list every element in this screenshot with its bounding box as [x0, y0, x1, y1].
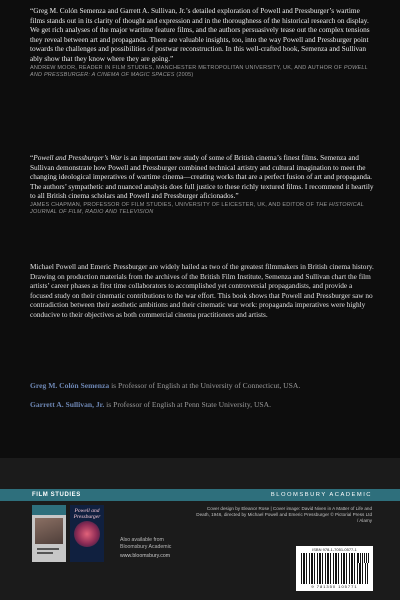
related-book-cover-thumbnail	[70, 505, 104, 562]
author-bio-text: is Professor of English at the University of Connecticut, USA.	[109, 381, 301, 390]
also-available-note: Also available from Bloomsbury Academic www.bloomsbury.com	[120, 537, 190, 560]
author-bio-semenza	[30, 381, 374, 391]
publisher-logo-text: BLOOMSBURY ACADEMIC	[270, 492, 372, 498]
barcode-digits: 9 781350 105771	[311, 584, 358, 589]
cover-credits: Cover design by Eleanor Rose | Cover image: David Niven in A Matter of Life and Death, 1946, directed by Michael Powell and Emeric Pressburger © Pictorial Press Ltd / Alamy	[196, 506, 372, 523]
isbn-text: ISBN 978-1-7051-0577-1	[312, 547, 357, 552]
publisher-url: www.bloomsbury.com	[120, 553, 171, 559]
review-text: “Greg M. Colón Semenza and Garrett A. Sullivan, Jr.’s detailed exploration of Powell and Pressburger’s wartime films stands out in its clarity of thought and expression and in the thoroughness of the historical research on display. We get rich analyses of the major wartime feature films, and the authors persuasively tease out the complex tensions they reveal between art and propaganda. There are valuable insights, too, into the way Powell and Pressburger point towards the challenges and possibilities of postwar reconstruction. In this well-crafted book, Semenza and Sullivan ably show that they know where they are going.”	[30, 6, 370, 63]
author-bio-sullivan	[30, 400, 374, 410]
category-label: FILM STUDIES	[32, 492, 81, 498]
isbn-barcode	[296, 546, 373, 591]
author-name: Greg M. Colón Semenza	[30, 381, 110, 390]
author-name: Garrett A. Sullivan, Jr.	[30, 400, 105, 409]
review-attribution: ANDREW MOOR, READER IN FILM STUDIES, MANCHESTER METROPOLITAN UNIVERSITY, UK, AND AUTHOR OF POWELL AND PRESSBURGER: A CINEMA OF MAGIC SPACES (2005)	[30, 64, 368, 78]
book-title-italic: Powell and Pressburger’s War	[33, 153, 122, 162]
review-text: “Powell and Pressburger’s War is an important new study of some of British cinema’s finest films. Semenza and Sullivan demonstrate how Powell and Pressburger combined technical artistry and cultural imagination to meet the changing ideological imperatives of wartime cinema—creating works that are a perfect fusion of art and propaganda. The authors’ sympathetic and nuanced analysis does full justice to these richly textured films. I recommend it heartily to all British cinema scholars and Powell and Pressburger aficionados.”	[30, 153, 374, 201]
book-blurb: Michael Powell and Emeric Pressburger are widely hailed as two of the greatest filmmakers in British cinema history. Drawing on production materials from the archives of the British Film Institute, Semenza and Sullivan chart the film artists’ career phases as first time collaborators to accomplished yet controversial propagandists, and provide a focused study on their cinematic contributions to the war effort. This book shows that Powell and Pressburger saw no contradiction between their aesthetic ambitions and their cinematic war work: propaganda imperatives were highly conducive to their objectives as both commercial cinema practitioners and artists.	[30, 262, 374, 319]
author-bio-text: is Professor of English at Penn State University, USA.	[104, 400, 272, 409]
review-quote-moor	[30, 6, 374, 79]
related-book-cover-thumbnail	[32, 505, 66, 562]
thumbnail-title: Powell and Pressburger	[73, 508, 101, 520]
barcode-addon-icon	[358, 553, 370, 563]
review-attribution: JAMES CHAPMAN, PROFESSOR OF FILM STUDIES, UNIVERSITY OF LEICESTER, UK, AND EDITOR OF THE HISTORICAL JOURNAL OF FILM, RADIO AND TELEVISION	[30, 201, 364, 216]
review-quote-chapman	[30, 153, 374, 217]
category-band	[0, 489, 400, 501]
